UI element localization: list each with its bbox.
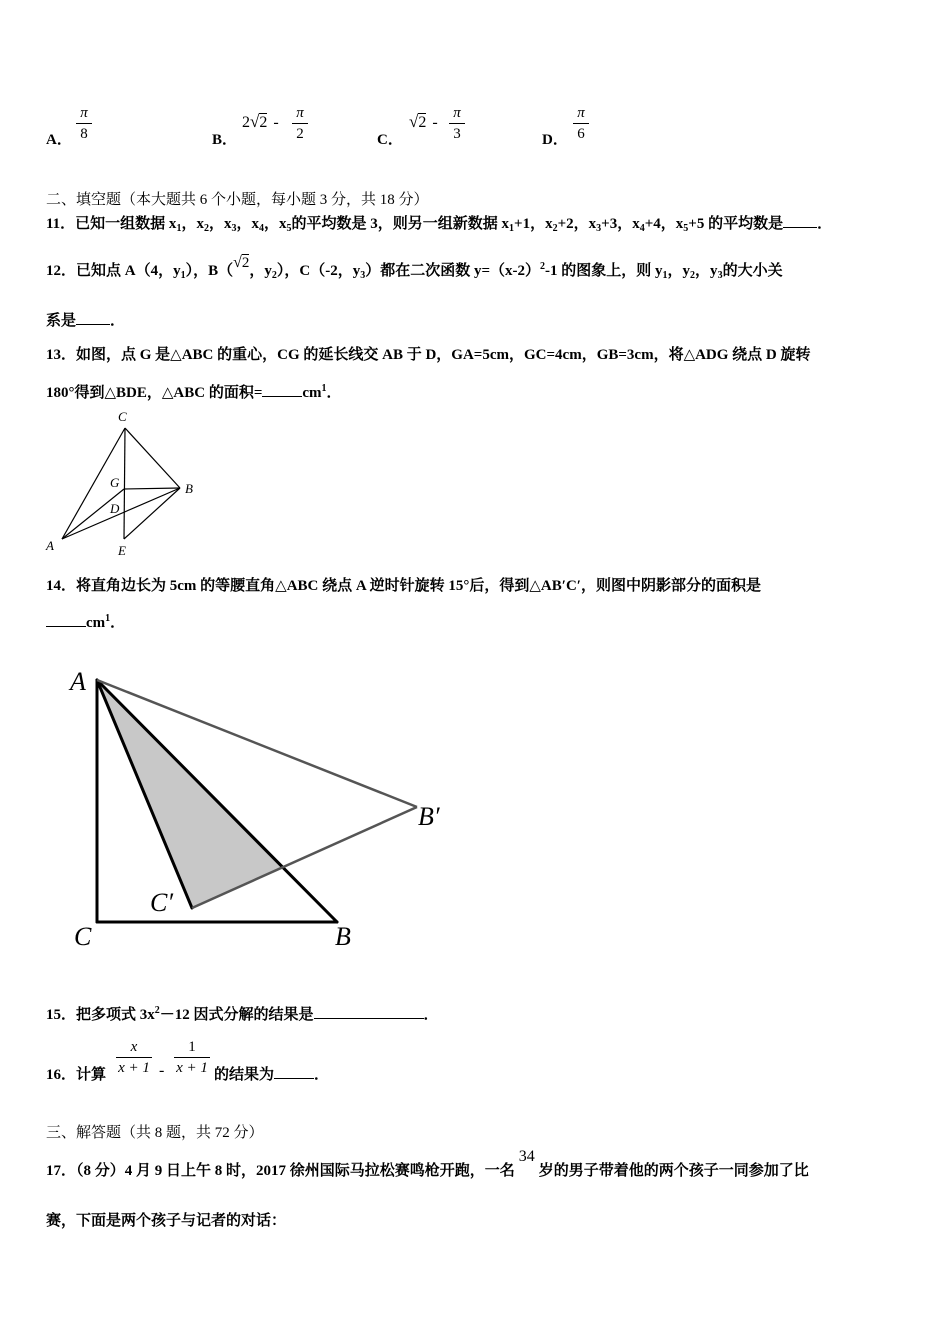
question-14-line2: $cm^1$．	[46, 611, 125, 632]
q13-label-b: B	[185, 481, 193, 496]
option-b-label: B．	[212, 132, 238, 148]
q13-line-ab	[62, 488, 180, 539]
question-16-rest: 的结果为 ．	[214, 1067, 330, 1083]
q13-label-g: G	[110, 475, 120, 490]
q13-figure	[40, 405, 200, 560]
question-15: 15．把多项式 $3x^2-12$ 因式分解的结果是 ．	[46, 1005, 439, 1023]
q15-answer-blank[interactable]	[314, 1006, 424, 1019]
question-13: 13．如图，点 G 是△ABC 的重心，CG 的延长线交 AB 于 D，GA=5cm，GC=4cm，GB=3cm，将△ADG 绕点 D 旋转	[46, 347, 811, 363]
q16-fraction-2: 1 x + 1	[174, 1038, 210, 1077]
q13-label-c: C	[118, 409, 127, 424]
question-16-label: 16．计算	[46, 1067, 107, 1083]
q13-line-ce	[124, 428, 125, 539]
question-12-line2: 系是 ．	[46, 313, 126, 329]
question-14: 14．将直角边长为 5cm 的等腰直角△ABC 绕点 A 逆时针旋转 15°后，得到△AB′C′，则图中阴影部分的面积是	[46, 578, 762, 594]
question-11: 11．已知一组数据 $x_1$，$x_2$，$x_3$，$x_4$，$x_5$的平均数是 3，则另一组新数据 $x_1+1$，$x_2+2$，$x_3+3$，$x_4+4$，$x_5+5$ 的平均数是 ．	[46, 216, 833, 234]
q13-line-be	[124, 488, 180, 539]
q16-minus: -	[159, 1062, 165, 1079]
q14-answer-blank[interactable]	[46, 614, 86, 627]
option-c-expr: √2 -	[409, 112, 438, 131]
option-a-fraction: π 8	[76, 104, 92, 143]
q14-label-c: C	[74, 922, 92, 951]
option-c-fraction: π 3	[449, 104, 465, 143]
q14-label-b: B	[335, 922, 351, 951]
q12-answer-blank[interactable]	[76, 312, 110, 325]
option-d-label: D．	[542, 132, 568, 148]
option-a-label: A．	[46, 132, 72, 148]
question-17-line2: 赛，下面是两个孩子与记者的对话：	[46, 1213, 287, 1229]
q13-line-cb	[125, 428, 180, 488]
option-c-label: C．	[377, 132, 403, 148]
q14-figure	[60, 655, 480, 955]
q13-label-d: D	[110, 501, 120, 516]
section2-heading: 二、填空题（本大题共 6 个小题，每小题 3 分，共 18 分）	[46, 192, 429, 208]
q13-line-gb	[124, 488, 180, 489]
question-12: 12．已知点 A（4，$y_1$），B（√2，$y_2$），C（-2，$y_3$）都在二次函数 $y=(x-2)^2-1$ 的图象上，则 $y_1$，$y_2$，$y_3$的大小关	[46, 254, 783, 281]
q13-label-a: A	[46, 538, 54, 553]
option-b-expr: 2√2 -	[242, 112, 279, 131]
question-13-line2: 180°得到△BDE，△ABC 的面积= $cm^1$．	[46, 383, 342, 401]
q16-answer-blank[interactable]	[274, 1066, 314, 1079]
q17-age: 34	[518, 1148, 535, 1165]
q14-shaded-region	[97, 680, 284, 908]
q13-label-e: E	[118, 543, 126, 558]
q14-label-cp: C′	[150, 888, 174, 917]
question-17: 17．（8 分）4 月 9 日上午 8 时，2017 徐州国际马拉松赛鸣枪开跑，一名34岁的男子带着他的两个孩子一同参加了比	[46, 1148, 809, 1179]
q14-label-bp: B′	[418, 802, 440, 831]
option-b-fraction: π 2	[292, 104, 308, 143]
q14-label-a: A	[70, 667, 86, 696]
q13-answer-blank[interactable]	[262, 384, 302, 397]
option-d-fraction: π 6	[573, 104, 589, 143]
q16-fraction-1: x x + 1	[116, 1038, 152, 1077]
q11-answer-blank[interactable]	[783, 215, 817, 228]
section3-heading: 三、解答题（共 8 题，共 72 分）	[46, 1125, 264, 1141]
